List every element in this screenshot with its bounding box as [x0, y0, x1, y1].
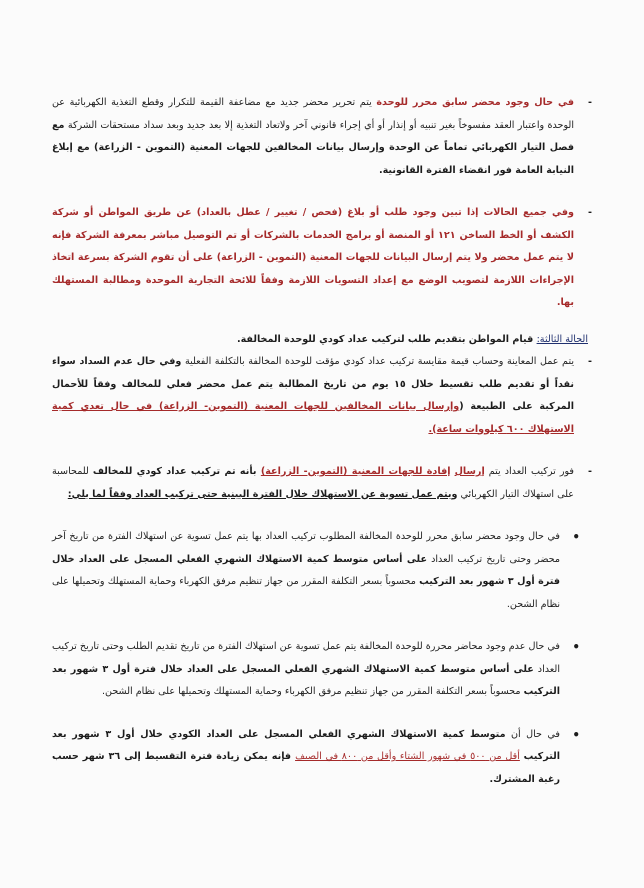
text-run: في حال وجود محضر سابق محرر للوحدة المخالفة المطلوب تركيب العداد بها يتم عمل تسوية عن استهلاك الفترة من تاريخ آخر محضر وحتى تاريخ تركيب العداد	[52, 531, 560, 565]
text-run: يتم تحرير محضر جديد مع مضاعفة القيمة للتكرار وقطع التغذية الكهربائية عن الوحدة واعتبار العقد مفسوخاً بغير تنبيه أو إنذار أو أي إجراء قانوني آخر ولاتعاد التغذية إلا بعد جديد وبعد سداد مستحقات الشركة	[52, 97, 574, 131]
bullet-prior-report	[52, 526, 594, 616]
text-run: إرسال	[454, 466, 485, 477]
text-run: محسوباً بسعر التكلفة المقرر من جهاز تنظيم مرفق الكهرباء وحماية المستهلك وتحميلها على نظام الشحن.	[52, 576, 560, 610]
text-run: مع فصل التيار الكهربائي تماماً عن الوحدة وإرسال بيانات المخالفين للجهات المعنية (التموين - الزراعة) مع إبلاغ النيابة العامة فور انقضاء الفترة القانونية.	[52, 119, 574, 176]
text-run: متوسط كمية الاستهلاك الشهري الفعلي المسجل على العداد الكودي خلال أول ٣ شهور بعد التركيب	[52, 728, 561, 762]
bullet-no-report	[52, 636, 594, 704]
text-run: ويتم عمل تسوية عن الاستهلاك خلال الفترة البينية حتى تركيب العداد وفقاً لما يلي:	[67, 488, 458, 500]
dash-marker: -	[588, 466, 592, 477]
case-title: قيام المواطن بتقديم طلب لتركيب عداد كودي للوحدة المخالفة.	[236, 333, 537, 345]
text-run: إفادة للجهات المعنية (التموين- الزراعة)	[260, 466, 451, 477]
case-three-heading	[52, 329, 594, 352]
text-run: وفي حال عدم السداد سواء نقداً أو تقديم طلب تقسيط خلال ١٥ يوم من تاريخ المطالبة يتم عمل محضر فعلي للمخالف وفقاً للأحمال المركبة على الطبيعة (	[52, 356, 575, 412]
text-run: على أساس متوسط كمية الاستهلاك الشهري الفعلي المسجل على العداد خلال فترة أول ٣ شهور بعد التركيب	[52, 553, 561, 587]
text-run: محسوباً بسعر التكلفة المقرر من جهاز تنظيم مرفق الكهرباء وحماية المستهلك وتحميلها على نظام الشحن.	[101, 686, 524, 697]
text-run: فور تركيب العداد يتم	[484, 466, 574, 477]
dash-marker: -	[588, 207, 592, 218]
dash-marker: -	[588, 97, 592, 108]
bullet-marker: •	[572, 640, 580, 654]
case-label: الحالة الثالثة:	[536, 333, 588, 345]
paragraph-all-cases	[52, 202, 594, 315]
paragraph-prior-report	[52, 92, 594, 182]
text-run: في حال أن	[505, 728, 560, 740]
paragraph-inspection	[52, 351, 594, 441]
bullet-installment	[52, 724, 594, 792]
text-run: أقل من ٥٠٠ في شهور الشتاء وأقل من ٨٠٠ في الصيف	[295, 751, 520, 762]
text-run: في حال وجود محضر سابق محرر للوحدة	[376, 97, 574, 108]
text-run: بأنه تم تركيب عداد كودي للمخالف	[92, 466, 261, 477]
paragraph-meter-install	[52, 461, 594, 506]
text-run: يتم عمل المعاينة وحساب قيمة مقايسة تركيب عداد كودي مؤقت للوحدة المخالفة بالتكلفة الفعلية	[181, 356, 575, 367]
text-run: في حال عدم وجود محاضر محررة للوحدة المخالفة يتم عمل تسوية عن استهلاك الفترة من تاريخ تقديم الطلب وحتى تاريخ تركيب العداد	[52, 641, 560, 675]
bullet-marker: •	[572, 530, 580, 544]
bullet-marker: •	[572, 727, 580, 742]
dash-marker: -	[588, 356, 592, 367]
text-run: للمحاسبة على استهلاك التيار الكهربائي	[52, 466, 574, 500]
text-run: وفي جميع الحالات إذا تبين وجود طلب أو بلاغ (فحص / تغيير / عطل بالعداد) عن طريق المواطن أو شركة الكشف أو الخط الساخن ١٢١ أو المنصة أو برامج الخدمات بالشركات أو تم التوصيل مباشر بمعرفة الشركة فإنه لا يتم عمل محضر ولا يتم إرسال البيانات للجهات المعنية (التموين - الزراعة) على أن تقوم الشركة بسرعة اتخاذ الإجراءات اللازمة لتصويب الوضع مع إعداد التسويات اللازمة وفقاً للائحة التجارية الموحدة ومطالبة المستهلك بها.	[52, 207, 574, 308]
text-run: وإرسال بيانات المخالفين للجهات المعنية (التموين- الزراعة) في حال تعدي كمية الاستهلاك ٦٠٠ كيلووات ساعة).	[52, 401, 574, 435]
text-run: على أساس متوسط كمية الاستهلاك الشهري الفعلي المسجل على العداد خلال فترة أول ٣ شهور بعد التركيب	[52, 663, 560, 697]
text-run: فإنه يمكن زيادة فترة التقسيط إلى ٣٦ شهر حسب رغبة المشترك.	[52, 751, 560, 785]
